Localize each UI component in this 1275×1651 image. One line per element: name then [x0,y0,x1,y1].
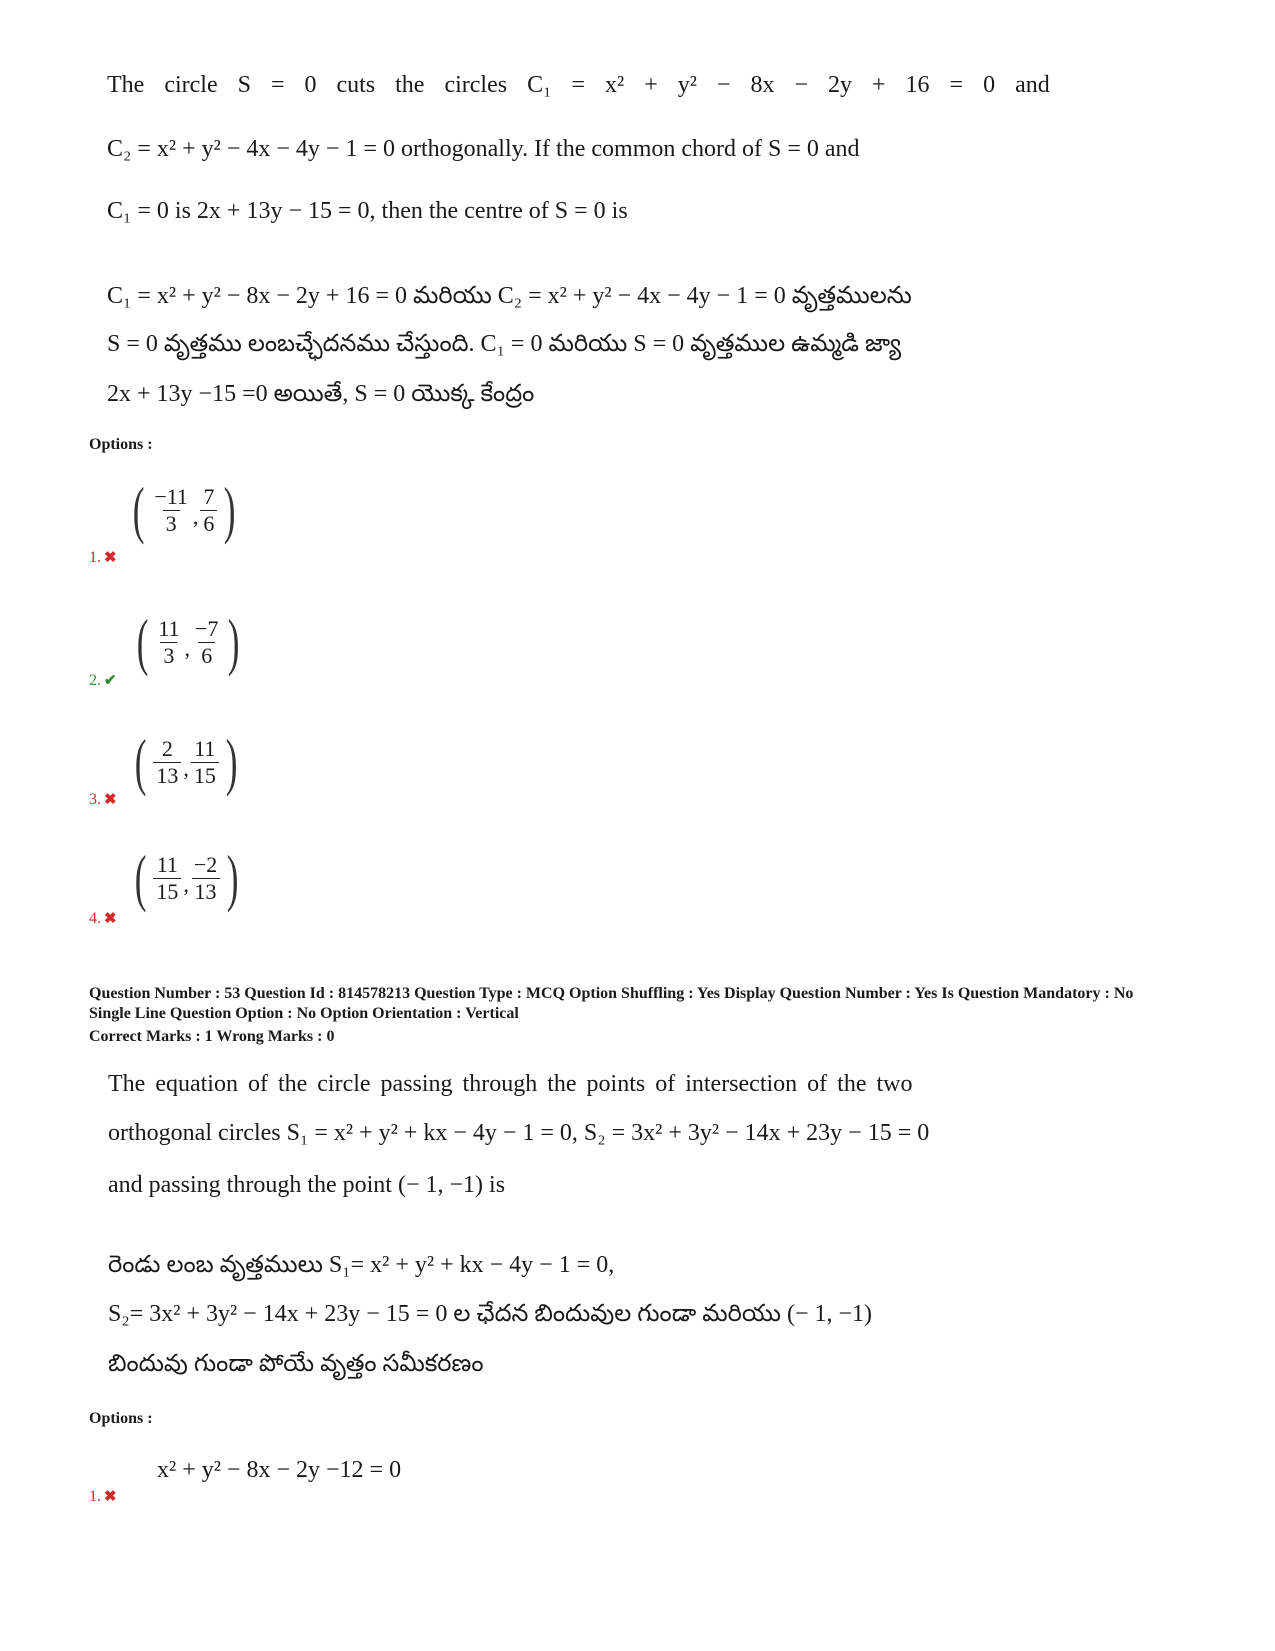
right-paren: ) [227,842,239,913]
option-number: 3. [89,791,101,808]
comma: , [192,504,199,529]
denominator: 6 [200,510,217,537]
right-paren: ) [224,474,236,545]
numerator: 11 [158,615,180,641]
denominator: 15 [153,878,181,905]
q53-english-line-1: The equation of the circle passing through the points of intersection of the two [108,1071,913,1097]
fraction [191,852,220,905]
denominator: 6 [198,642,215,669]
comma: , [183,872,189,897]
comma: , [183,756,189,781]
q52-options-label: Options : [89,436,153,453]
q52-english-line-1: The circle S = 0 cuts the circles C₁ = x² + y² − 8x − 2y + 16 = 0 and [107,72,1050,98]
fraction [200,484,217,537]
q53-option-1-value[interactable]: x² + y² − 8x − 2y −12 = 0 [157,1457,402,1483]
wrong-icon: ✖ [104,911,117,927]
right-paren: ) [225,726,238,797]
q53-marks: Correct Marks : 1 Wrong Marks : 0 [89,1028,335,1045]
right-paren: ) [228,606,240,677]
q52-option-3-number [89,790,117,809]
numerator: −7 [195,615,219,641]
q53-options-label: Options : [89,1410,153,1427]
left-paren: ( [136,606,149,677]
q53-telugu-line-1: రెండు లంబ వృత్తములు S₁= x² + y² + kx − 4y − 1 = 0, [108,1252,615,1278]
wrong-icon: ✖ [104,792,117,808]
left-paren: ( [134,726,147,797]
q52-telugu-line-2: S = 0 వృత్తము లంబచ్ఛేదనము చేస్తుంది. C₁ = 0 మరియు S = 0 వృత్తముల ఉమ్మడి జ్యా [107,331,902,357]
q52-option-4-number [89,909,117,928]
fraction [192,616,221,669]
numerator: 2 [161,735,173,761]
fraction [153,852,181,905]
q52-option-1-value[interactable] [128,474,241,545]
q52-option-2-value[interactable] [132,606,245,677]
numerator: 11 [194,735,216,761]
q52-option-1-number [89,548,117,567]
q53-english-line-3: and passing through the point (− 1, −1) is [108,1172,506,1198]
q52-telugu-line-3: 2x + 13y −15 =0 అయితే, S = 0 యొక్క కేంద్రం [107,381,535,407]
left-paren: ( [132,474,145,545]
wrong-icon: ✖ [104,1489,117,1505]
option-number: 4. [89,910,101,927]
q53-telugu-line-3: బిందువు గుండా పోయే వృత్తం సమీకరణం [108,1351,484,1377]
q53-metadata: Question Number : 53 Question Id : 814578213 Question Type : MCQ Option Shuffling : Yes Display Question Number : Yes Is Question Mandatory : No Single Line Question Option : No Option Orientation : Vertical [89,985,1134,1022]
denominator: 13 [192,878,220,905]
left-paren: ( [134,842,147,913]
fraction [153,736,181,789]
numerator: 7 [203,483,215,509]
q52-option-4-value[interactable] [130,842,244,913]
q52-english-line-2: C₂ = x² + y² − 4x − 4y − 1 = 0 orthogonally. If the common chord of S = 0 and [107,136,860,162]
fraction [191,736,219,789]
q53-english-line-2: orthogonal circles S₁ = x² + y² + kx − 4y − 1 = 0, S₂ = 3x² + 3y² − 14x + 23y − 15 = 0 [108,1120,930,1146]
q52-english-line-3: C₁ = 0 is 2x + 13y − 15 = 0, then the centre of S = 0 is [107,198,628,224]
numerator: −2 [193,851,218,877]
fraction [151,484,191,537]
q52-option-3-value[interactable] [130,726,242,797]
q53-option-1-number [89,1487,117,1506]
q52-telugu-line-1: C₁ = x² + y² − 8x − 2y + 16 = 0 మరియు C₂ = x² + y² − 4x − 4y − 1 = 0 వృత్తములను [107,283,912,309]
option-number: 2. [89,672,101,689]
wrong-icon: ✖ [104,550,117,566]
denominator: 3 [163,510,180,537]
option-number: 1. [89,549,101,566]
q53-telugu-line-2: S₂= 3x² + 3y² − 14x + 23y − 15 = 0 ల ఛేదన బిందువుల గుండా మరియు (− 1, −1) [108,1301,873,1327]
comma: , [184,636,190,661]
correct-icon: ✔ [104,673,117,689]
denominator: 13 [153,762,181,789]
fraction [155,616,182,669]
numerator: −11 [154,483,188,509]
denominator: 15 [191,762,219,789]
denominator: 3 [160,642,177,669]
option-number: 1. [89,1488,101,1505]
numerator: 11 [156,851,178,877]
q52-option-2-number [89,671,117,690]
